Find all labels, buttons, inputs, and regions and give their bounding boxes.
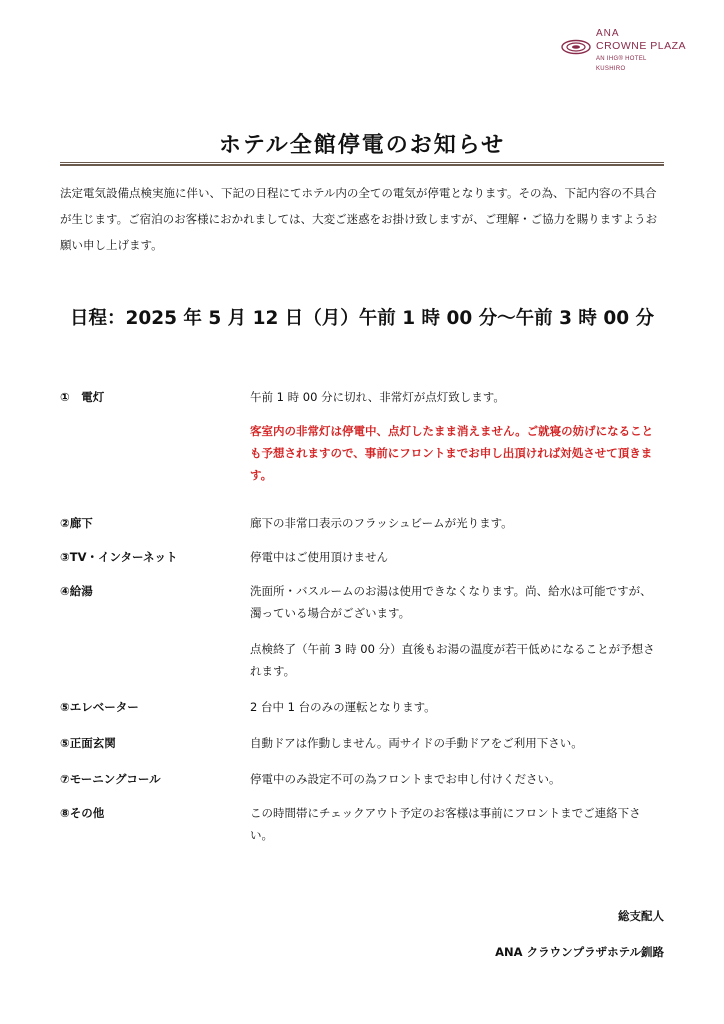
item-desc: 午前 1 時 00 分に切れ、非常灯が点灯致します。 [250, 390, 505, 404]
item-desc: 廊下の非常口表示のフラッシュビームが光ります。 [250, 516, 513, 530]
item-row-elevator [60, 696, 666, 732]
page-title: ホテル全館停電のお知らせ [218, 133, 506, 158]
item-desc: この時間帯にチェックアウト予定のお客様は事前にフロントまでご連絡下さい。 [250, 806, 641, 842]
item-row-tv-internet [60, 546, 666, 580]
crowne-plaza-emblem-icon [560, 38, 592, 56]
item-desc: 停電中のみ設定不可の為フロントまでお申し付けください。 [250, 772, 561, 786]
item-row-lighting-note [60, 420, 666, 512]
item-label: ⑤エレベーター [60, 700, 139, 714]
intro-paragraph: 法定電気設備点検実施に伴い、下記の日程にてホテル内の全ての電気が停電となります。その為、下記内容の不具合が生じます。ご宿泊のお客様におかれましては、大変ご迷惑をお掛け致しますが、ご理解・ご協力を賜りますようお願い申し上げます。 [60, 186, 658, 252]
item-label: ⑧その他 [60, 806, 105, 820]
item-row-hot-water-note [60, 638, 666, 696]
item-row-entrance [60, 732, 666, 768]
item-row-other [60, 802, 666, 852]
item-desc: 2 台中 1 台のみの運転となります。 [250, 700, 436, 714]
signature-hotel-name: ANA クラウンプラザホテル釧路 [495, 945, 664, 959]
item-row-wake-up-call [60, 768, 666, 802]
notice-items [60, 386, 666, 852]
item-row-hot-water [60, 580, 666, 638]
item-desc: 自動ドアは作動しません。両サイドの手動ドアをご利用下さい。 [250, 736, 583, 750]
item-desc: 洗面所・バスルームのお湯は使用できなくなります。尚、給水は可能ですが、濁っている場合がございます。 [250, 584, 652, 620]
title-divider [60, 162, 664, 166]
item-label: ⑤正面玄関 [60, 736, 116, 750]
item-label: ① 電灯 [60, 390, 105, 404]
item-row-corridor [60, 512, 666, 546]
item-desc: 点検終了（午前 3 時 00 分）直後もお湯の温度が若干低めになることが予想されます。 [250, 642, 655, 678]
item-desc: 停電中はご使用頂けません [250, 550, 388, 564]
item-label: ②廊下 [60, 516, 93, 530]
logo-location-text: KUSHIRO [596, 66, 626, 72]
hotel-logo [560, 28, 700, 80]
item-label: ⑦モーニングコール [60, 772, 161, 786]
schedule-heading: 日程：2025 年 5 月 12 日（月）午前 1 時 00 分～午前 3 時 00 分 [69, 308, 655, 329]
item-label: ④給湯 [60, 584, 93, 598]
item-label: ③TV・インターネット [60, 550, 178, 564]
signature-role: 総支配人 [618, 909, 664, 923]
logo-ihg-text: AN IHG® HOTEL [596, 56, 647, 62]
item-desc-warning: 客室内の非常灯は停電中、点灯したまま消えません。ご就寝の妨げになることも予想されますので、事前にフロントまでお申し出頂ければ対処させて頂きます。 [250, 424, 654, 482]
logo-ana-text: ANA [596, 28, 620, 39]
logo-brand-text: CROWNE PLAZA [596, 40, 687, 52]
item-row-lighting [60, 386, 666, 420]
